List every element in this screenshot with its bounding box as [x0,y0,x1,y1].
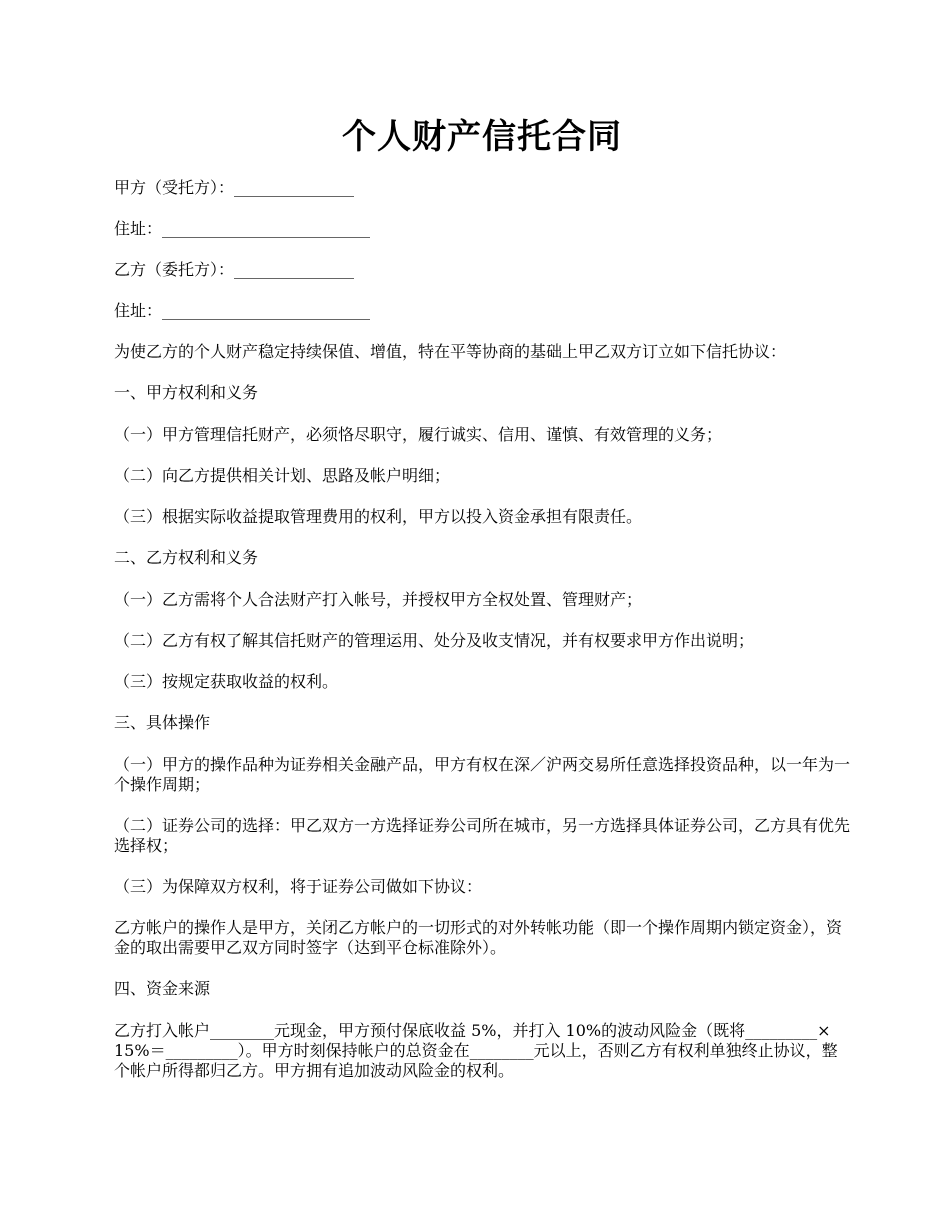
clause-1-1: （一）甲方管理信托财产，必须恪尽职守，履行诚实、信用、谨慎、有效管理的义务； [114,425,723,444]
clause-1-2: （二）向乙方提供相关计划、思路及帐户明细； [114,466,451,485]
document-title: 个人财产信托合同 [342,117,622,157]
section-heading-3: 三、具体操作 [114,713,211,732]
party-a-address-line: 住址：__________________________ [114,219,371,238]
clause-2-1: （一）乙方需将个人合法财产打入帐号，并授权甲方全权处置、管理财产； [114,590,643,609]
section-heading-1: 一、甲方权利和义务 [114,383,259,402]
party-a-line: 甲方（受托方）：_______________ [114,178,355,197]
clause-4-1: 乙方打入帐户________元现金，甲方预付保底收益 5%，并打入 10%的波动风险金（既将_________× 15%＝_________）。甲方时刻保持帐户的总资金在________元以上，否则乙方有权利单独终止协议，整个帐户所得都归乙方。甲方拥有追加波动风险金的权利。 [114,1021,838,1080]
section-heading-4: 四、资金来源 [114,979,211,998]
clause-2-3: （三）按规定获取收益的权利。 [114,672,339,691]
section-heading-2: 二、乙方权利和义务 [114,548,259,567]
document-body [114,178,850,1081]
clause-1-3: （三）根据实际收益提取管理费用的权利，甲方以投入资金承担有限责任。 [114,507,643,526]
clause-3-3: （三）为保障双方权利，将于证券公司做如下协议： [114,877,483,896]
clause-3-detail: 乙方帐户的操作人是甲方，关闭乙方帐户的一切形式的对外转帐功能（即一个操作周期内锁定资金），资金的取出需要甲乙双方同时签字（达到平仓标准除外）。 [114,918,843,957]
clause-2-2: （二）乙方有权了解其信托财产的管理运用、处分及收支情况，并有权要求甲方作出说明； [114,631,755,650]
party-b-line: 乙方（委托方）：_______________ [114,260,355,279]
preamble-paragraph: 为使乙方的个人财产稳定持续保值、增值，特在平等协商的基础上甲乙双方订立如下信托协议： [114,342,787,361]
party-b-address-line: 住址：__________________________ [114,301,371,320]
clause-3-1: （一）甲方的操作品种为证券相关金融产品，甲方有权在深／沪两交易所任意选择投资品种，以一年为一个操作周期； [114,755,851,794]
clause-3-2: （二）证券公司的选择：甲乙双方一方选择证券公司所在城市，另一方选择具体证券公司，乙方具有优先选择权； [114,816,851,855]
